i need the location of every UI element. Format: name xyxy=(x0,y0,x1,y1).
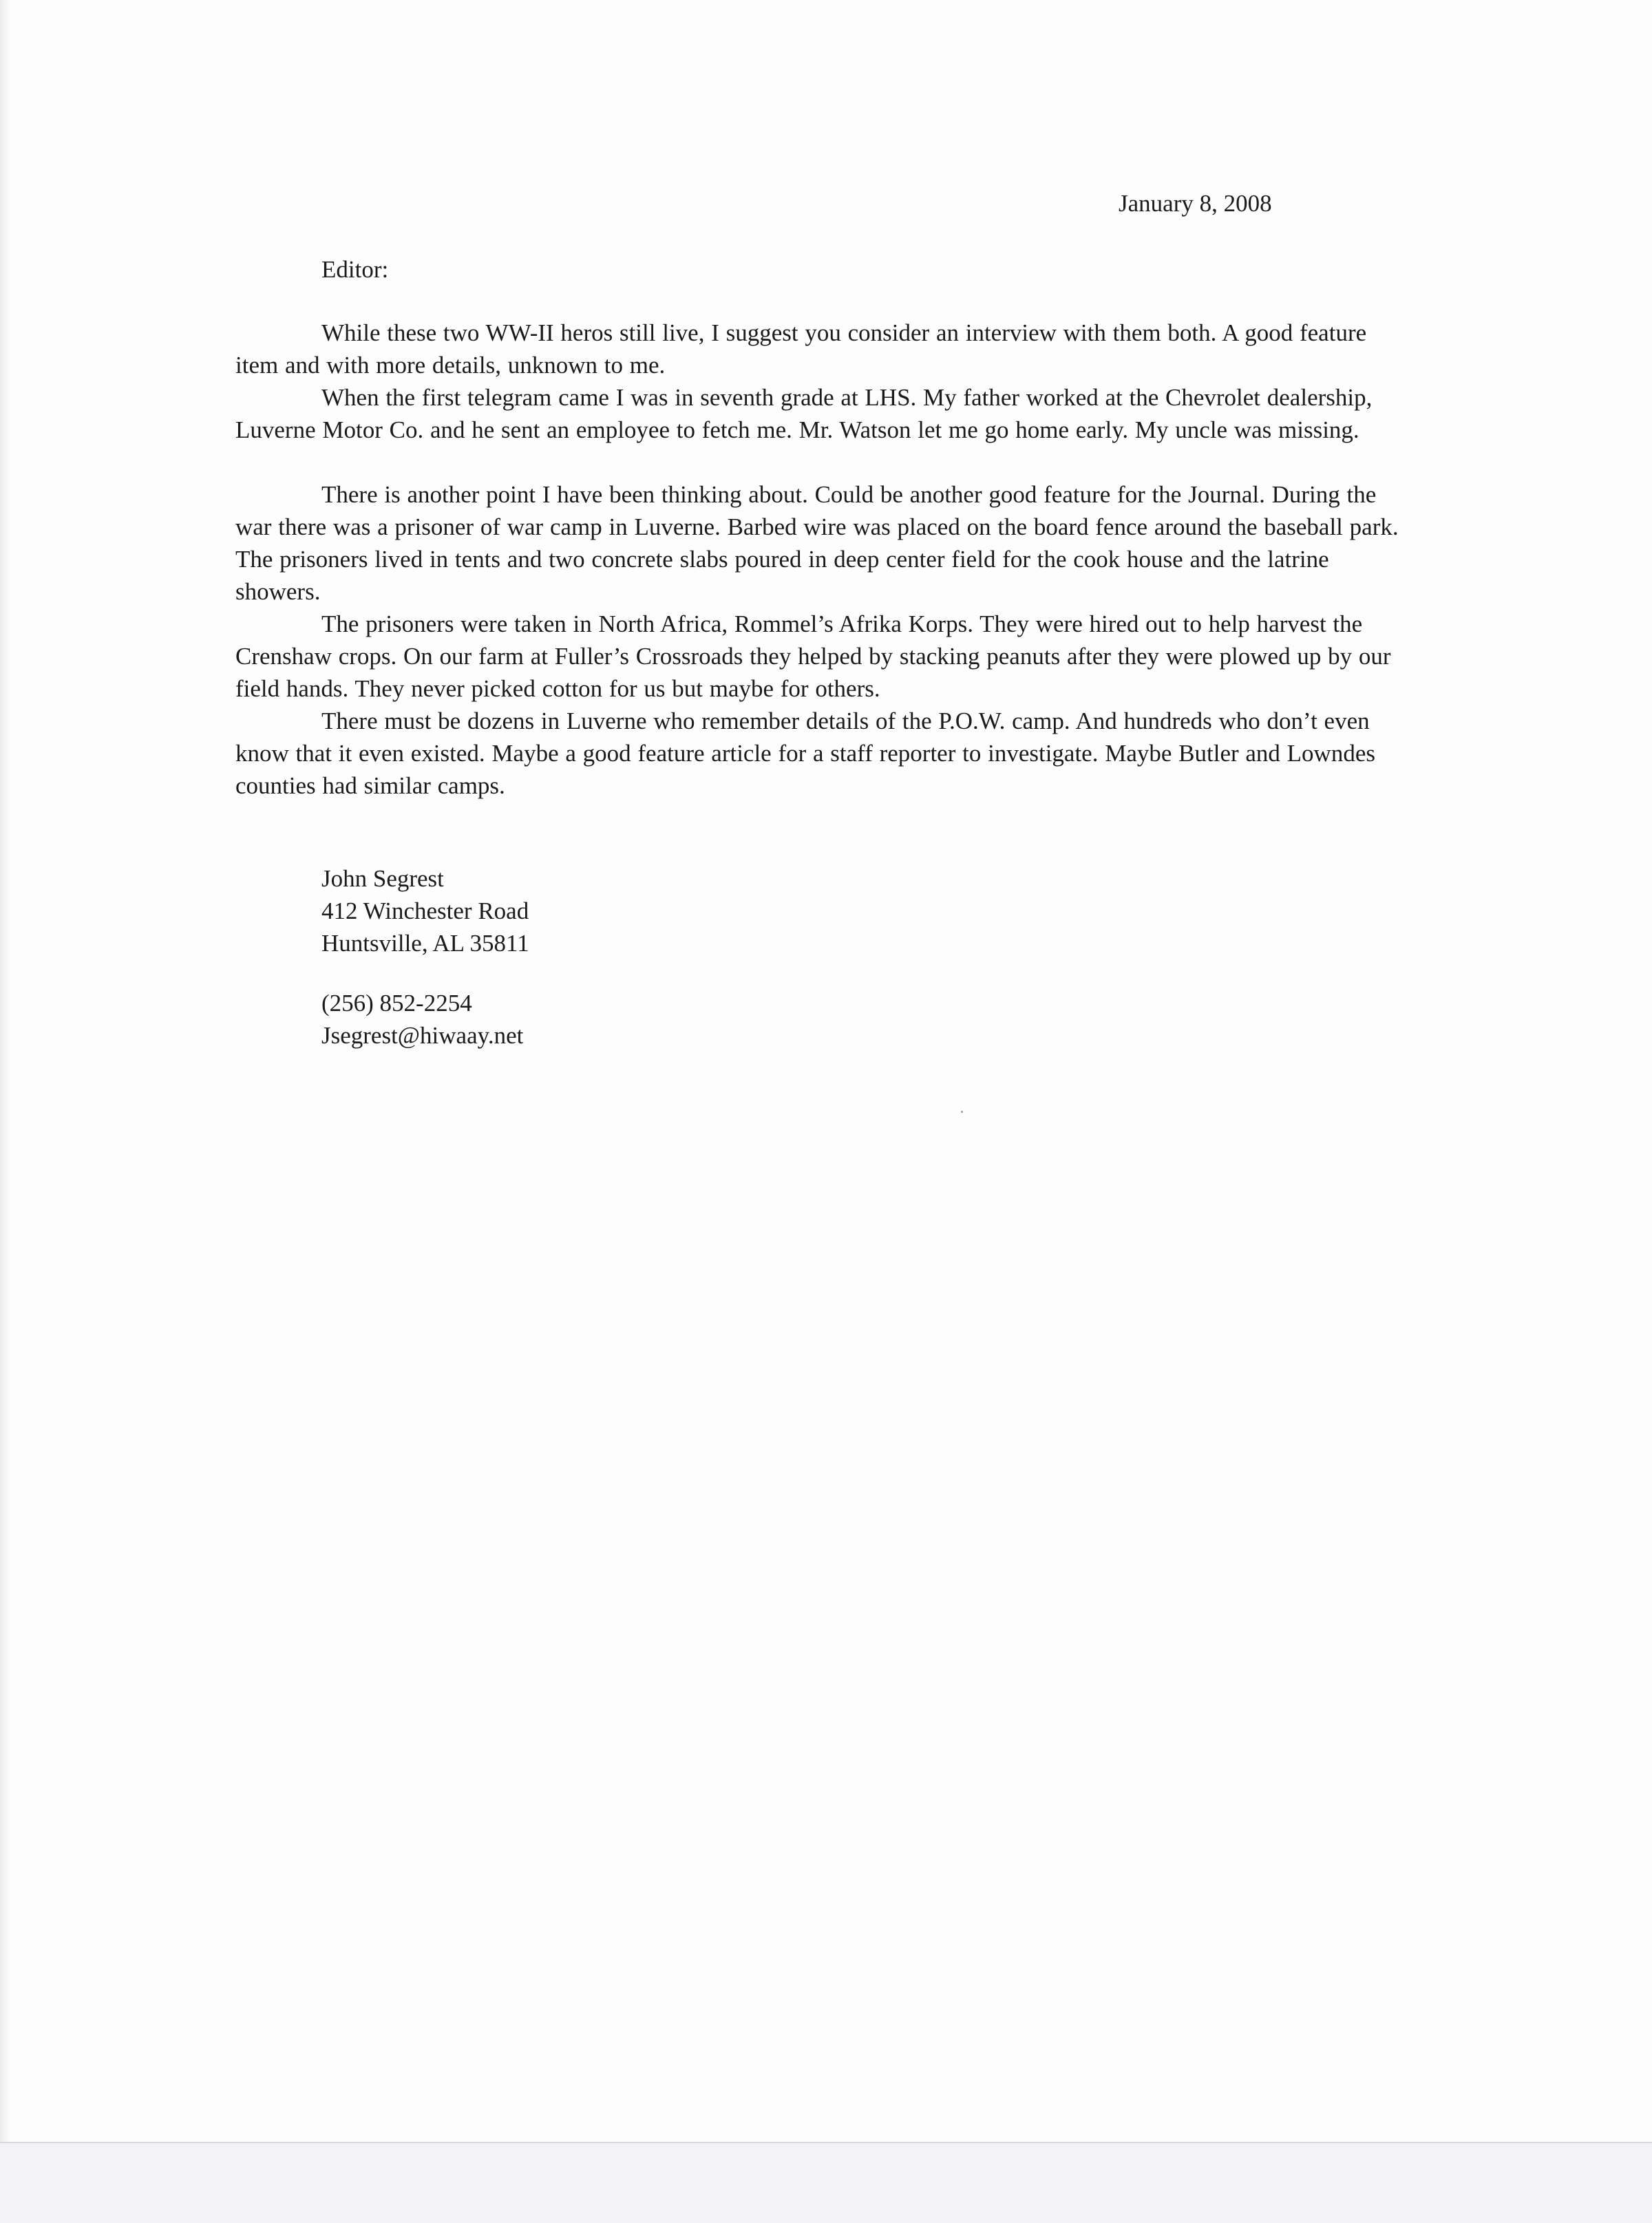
salutation: Editor: xyxy=(321,256,389,283)
paragraph-interview-suggestion: While these two WW-II heros still live, I suggest you consider an interview with them both. A good feature item and with more details, unknown to me. xyxy=(235,319,1367,379)
scanner-bed xyxy=(0,2143,1652,2223)
paragraph-telegram-memory: When the first telegram came I was in seventh grade at LHS. My father worked at the Chevrolet dealership, Luverne Motor Co. and he sent an employee to fetch me. Mr. Watson let me go home early. My uncle was missing. xyxy=(235,384,1373,443)
contact-email: Jsegrest@hiwaay.net xyxy=(321,1022,524,1049)
letter-body xyxy=(235,317,1409,802)
signature-city: Huntsville, AL 35811 xyxy=(321,930,529,957)
letter-date: January 8, 2008 xyxy=(1119,190,1272,217)
paragraph-feature-idea: There must be dozens in Luverne who remember details of the P.O.W. camp. And hundreds who don’t even know that it even existed. Maybe a good feature article for a staff reporter to investigate. Maybe Butler and Lowndes counties had similar camps. xyxy=(235,708,1375,799)
paragraph-pow-camp: There is another point I have been thinking about. Could be another good feature for the Journal. During the war there was a prisoner of war camp in Luverne. Barbed wire was placed on the board fence around the baseball park. The prisoners lived in tents and two concrete slabs poured in deep center field for the cook house and the latrine showers. xyxy=(235,481,1399,605)
contact-block xyxy=(321,987,523,1052)
signature-name: John Segrest xyxy=(321,865,444,892)
scan-speck xyxy=(961,1111,963,1113)
paragraph-prisoners-harvest: The prisoners were taken in North Africa, Rommel’s Afrika Korps. They were hired out to help harvest the Crenshaw crops. On our farm at Fuller’s Crossroads they helped by stacking peanuts after they were plowed up by our field hands. They never picked cotton for us but maybe for others. xyxy=(235,610,1391,702)
signature-street: 412 Winchester Road xyxy=(321,897,529,924)
scan-edge-shadow xyxy=(0,0,10,2142)
signature-block xyxy=(321,862,529,959)
contact-phone: (256) 852-2254 xyxy=(321,990,472,1017)
